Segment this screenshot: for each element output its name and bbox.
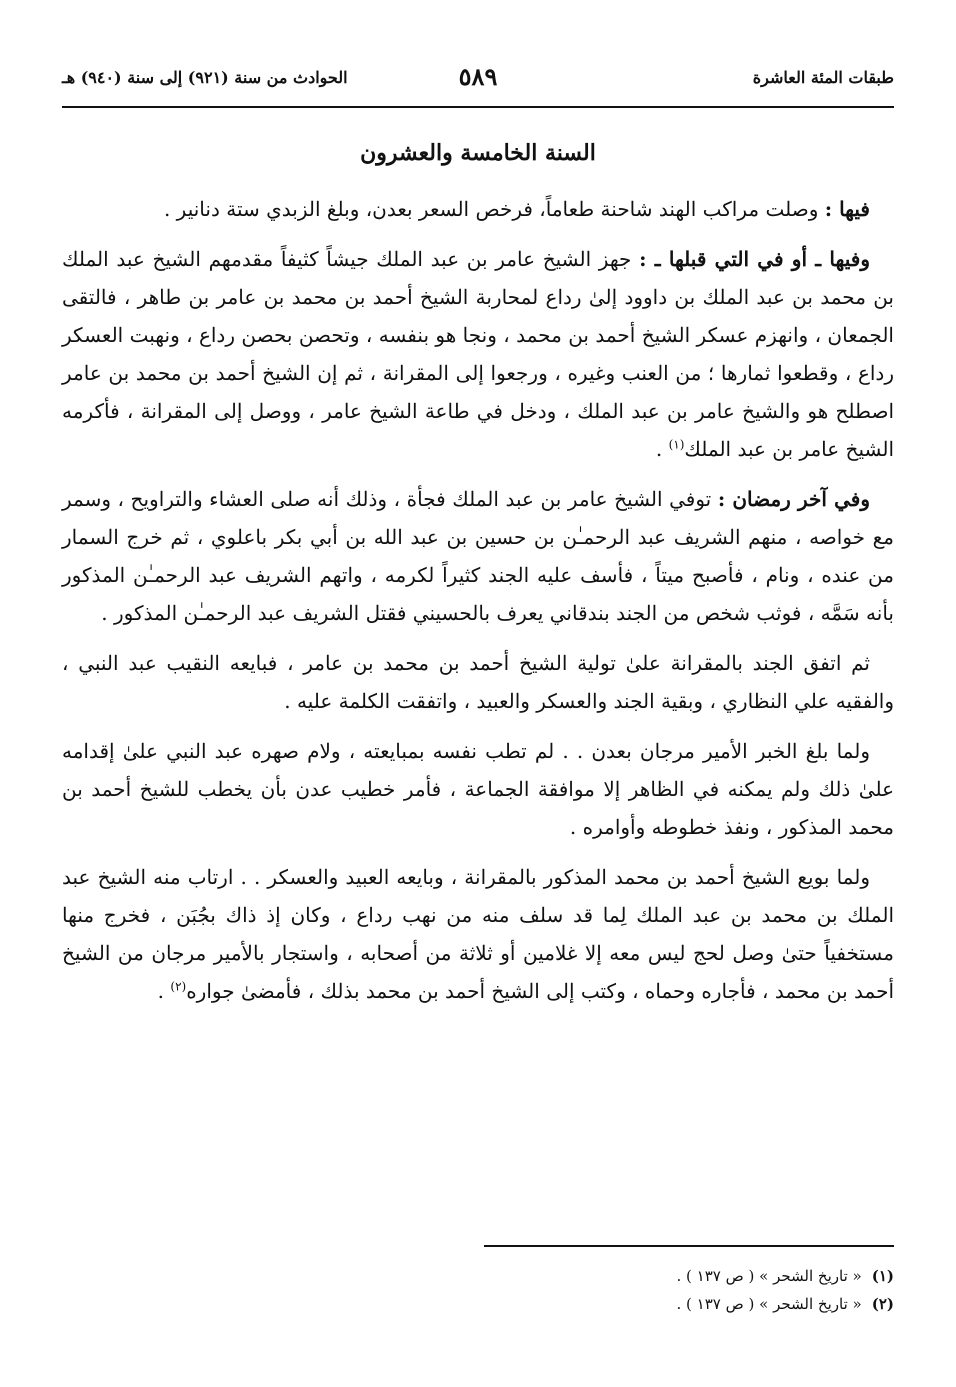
footnote-text: « تاريخ الشحر » ( ص ١٣٧ ) . xyxy=(676,1295,862,1313)
paragraph xyxy=(62,480,894,632)
footnote-text: « تاريخ الشحر » ( ص ١٣٧ ) . xyxy=(676,1267,862,1285)
running-header xyxy=(62,62,894,102)
paragraph-tail: . xyxy=(655,437,669,461)
page-number: ٥٨٩ xyxy=(458,62,498,91)
paragraph-text: ثم اتفق الجند بالمقرانة علىٰ تولية الشيخ أحمد بن محمد بن عامر ، فبايعه النقيب عبد النبي ، والفقيه علي النظاري ، وبقية الجند والعسكر والعبيد ، واتفقت الكلمة عليه . xyxy=(62,651,894,713)
header-chapter-range: الحوادث من سنة (٩٢١) إلى سنة (٩٤٠) هـ xyxy=(62,68,348,87)
paragraph xyxy=(62,732,894,846)
header-divider xyxy=(62,106,894,108)
paragraph-lead: فيها : xyxy=(824,197,870,221)
paragraph xyxy=(62,858,894,1010)
paragraph-lead: وفيها ـ أو في التي قبلها ـ : xyxy=(639,247,870,271)
paragraph-text: جهز الشيخ عامر بن عبد الملك جيشاً كثيفاً مقدمهم الشيخ عبد الملك بن محمد بن عبد الملك بن داوود إلىٰ رداع لمحاربة الشيخ أحمد بن محمد بن عامر بن طاهر ، فالتقى الجمعان ، وانهزم عسكر الشيخ أحمد بن محمد ، ونجا هو بنفسه ، وتحصن بحصن رداع ، ونهبت العسكر رداع ، وقطعوا ثمارها ؛ من العنب وغيره ، ورجعوا إلى المقرانة ، ثم إن الشيخ أحمد بن محمد بن عامر اصطلح هو والشيخ عامر بن عبد الملك ، ودخل في طاعة الشيخ عامر ، ووصل إلى المقرانة ، فأكرمه الشيخ عامر بن عبد الملك xyxy=(62,247,894,461)
paragraph xyxy=(62,240,894,468)
footnote xyxy=(62,1262,894,1290)
paragraph-text: وصلت مراكب الهند شاحنة طعاماً، فرخص السعر بعدن، وبلغ الزبدي ستة دنانير . xyxy=(163,197,825,221)
paragraph xyxy=(62,190,894,228)
paragraph-lead: وفي آخر رمضان : xyxy=(717,487,870,511)
footnote-ref[interactable]: (١) xyxy=(668,437,685,452)
paragraph-tail: . xyxy=(157,979,171,1003)
paragraph-text: توفي الشيخ عامر بن عبد الملك فجأة ، وذلك أنه صلى العشاء والتراويح ، وسمر مع خواصه ، منهم الشريف عبد الرحمـٰن بن حسين بن عبد الله بن أبي بكر باعلوي ، ثم خرج السمار من عنده ، ونام ، فأصبح ميتاً ، فأسف عليه الجند كثيراً لكرمه ، واتهم الشريف عبد الرحمـٰن المذكور بأنه سَمَّه ، فوثب شخص من الجند بندقاني يعرف بالحسيني فقتل الشريف عبد الرحمـٰن المذكور . xyxy=(62,487,894,625)
footnote-number: (٢) xyxy=(871,1295,894,1313)
paragraph xyxy=(62,644,894,720)
header-book-title: طبقات المئة العاشرة xyxy=(752,68,894,87)
footnote xyxy=(62,1290,894,1318)
paragraph-text: ولما بويع الشيخ أحمد بن محمد المذكور بالمقرانة ، وبايعه العبيد والعسكر . . ارتاب منه الشيخ عبد الملك بن محمد بن عبد الملك لِما قد سلف منه من نهب رداع ، وكان إذ ذاك بجُبَن ، فخرج منها مستخفياً حتىٰ وصل لحج ليس معه إلا غلامين أو ثلاثة من أصحابه ، واستجار بالأمير مرجان من الشيخ أحمد بن محمد ، فأجاره وحماه ، وكتب إلى الشيخ أحمد بن محمد بذلك ، فأمضىٰ جواره xyxy=(62,865,894,1003)
footnote-divider xyxy=(484,1245,894,1247)
section-title: السنة الخامسة والعشرون xyxy=(360,140,596,166)
footnotes xyxy=(62,1262,894,1318)
paragraph-text: ولما بلغ الخبر الأمير مرجان بعدن . . لم تطب نفسه بمبايعته ، ولام صهره عبد النبي علىٰ إقدامه علىٰ ذلك ولم يمكنه في الظاهر إلا موافقة الجماعة ، فأمر خطيب عدن بأن يخطب للشيخ أحمد بن محمد المذكور ، ونفذ خطوطه وأوامره . xyxy=(62,739,894,839)
body-text xyxy=(62,190,894,1022)
footnote-ref[interactable]: (٢) xyxy=(170,979,187,994)
footnote-number: (١) xyxy=(871,1267,894,1285)
